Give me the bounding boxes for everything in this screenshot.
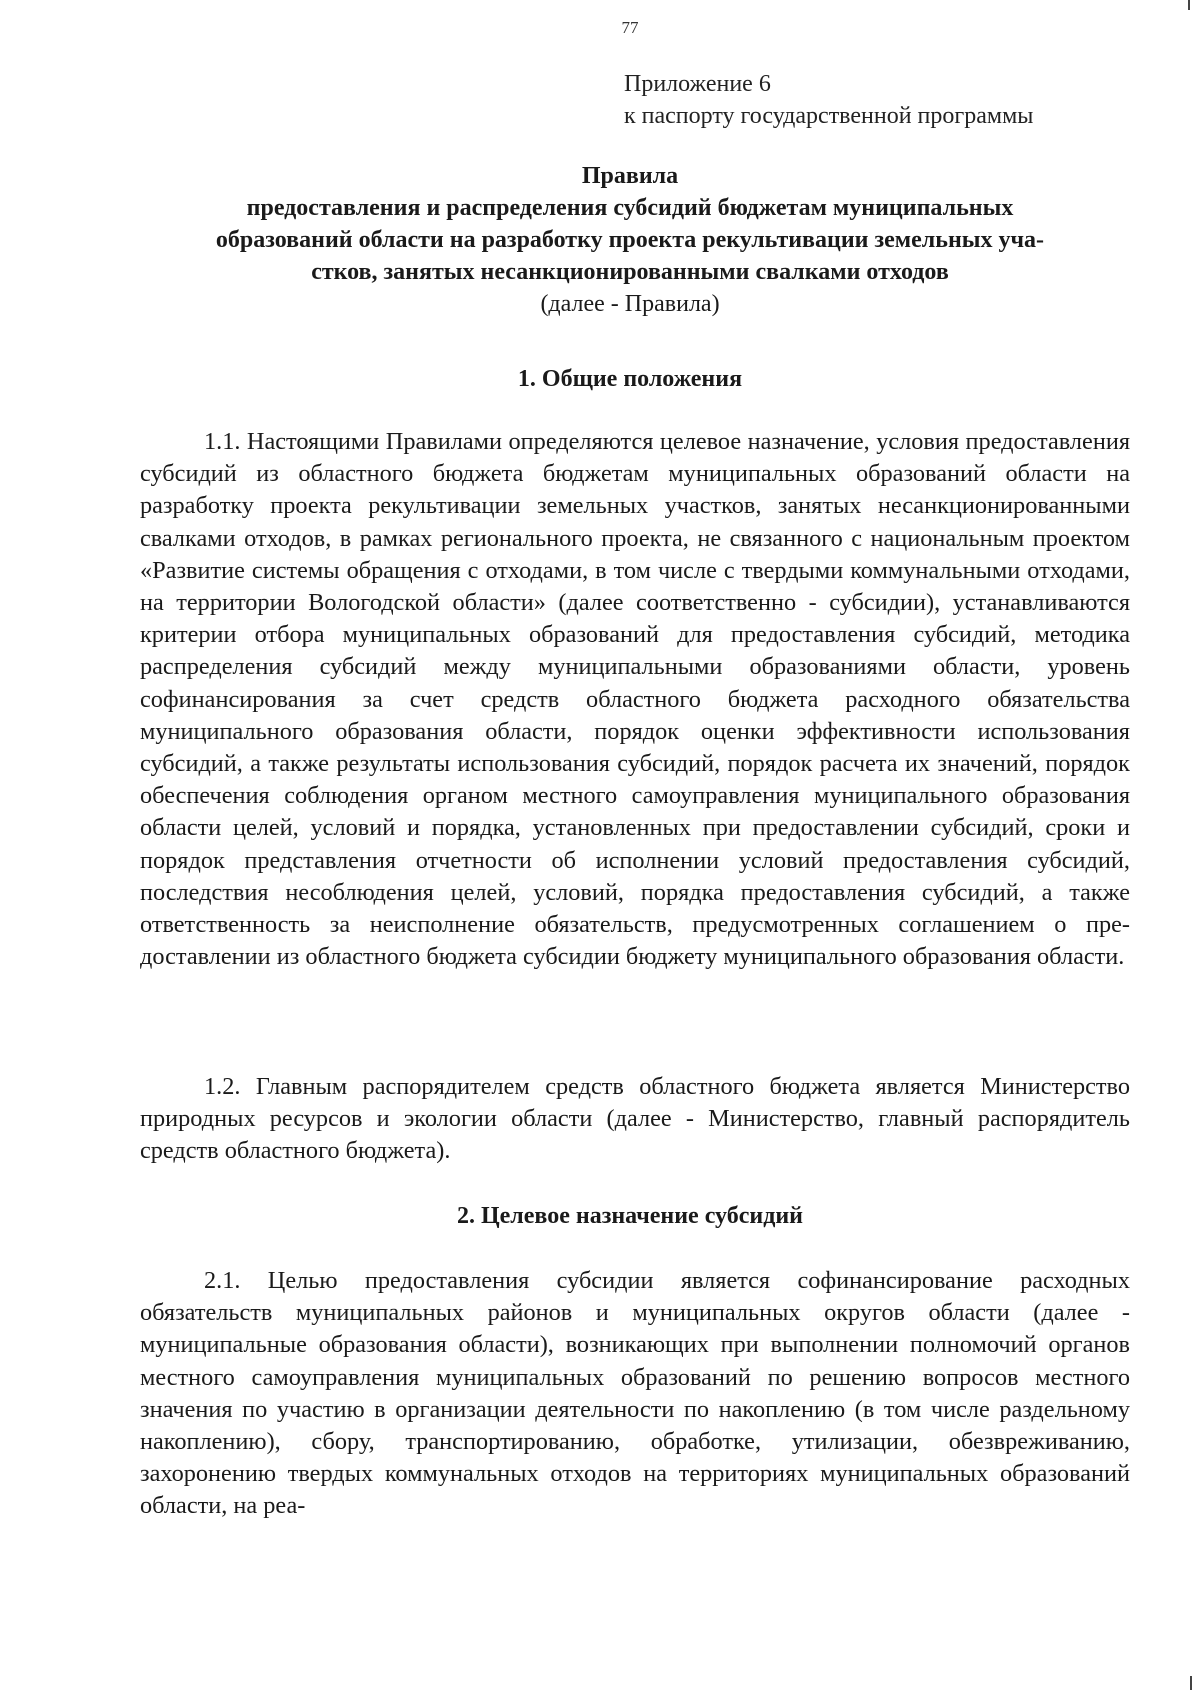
page-number: 77 (621, 18, 639, 37)
paragraph-2-1: 2.1. Целью предоставления субсидии является софинансирование расходных обязательств муниципальных районов и муниципальных округов области (далее - муниципальные образования области), возникающих при выполнении полномочий органов местного самоуправления муниципальных образований по решению вопросов местного значения по участию в организации деятельности по накоплению (в том числе раздельному накоплению), сбору, транспортированию, обработке, утилизации, обезвреживанию, захоронению твердых коммунальных отходов на территориях муниципальных образований области, на реа- (140, 1267, 1130, 1520)
title-heading: Правила (581, 163, 679, 189)
scan-edge-mark-bottom (1190, 1676, 1192, 1690)
appendix-line-1: Приложение 6 (624, 71, 771, 97)
section-2-heading: 2. Целевое назначение субсидий (456, 1203, 804, 1229)
title-note: (далее - Правила) (540, 291, 720, 317)
title-line-3: стков, занятых несанкционированными свалками отходов (311, 259, 949, 285)
appendix-line-2: к паспорту государственной программы (624, 103, 1034, 129)
document-title (140, 160, 1120, 320)
paragraph-1-2: 1.2. Главным распорядителем средств областного бюджета является Министерство природных ресурсов и экологии области (далее - Министерство, главный распорядитель средств областного бюджета). (140, 1073, 1130, 1165)
title-line-2: образований области на разработку проекта рекультивации земельных уча- (215, 227, 1045, 253)
section-1-heading: 1. Общие положения (517, 366, 743, 392)
title-line-1: предоставления и распределения субсидий бюджетам муниципальных (246, 195, 1014, 221)
scan-edge-mark-top (1188, 0, 1190, 10)
appendix-reference (624, 68, 1033, 132)
paragraph-1-1: 1.1. Настоящими Правилами определяются целевое назначение, условия предоставления субсидий из областного бюджета бюджетам муниципальных образований области на разработку проекта рекультивации земельных участков, занятых несанкционированными свалками отходов, в рамках регионального проекта, не связанного с национальным проектом «Развитие системы обращения с отходами, в том числе с твердыми коммунальными отходами, на территории Вологодской области» (далее соответственно - субсидии), устанавливаются критерии отбора муниципальных образований для предоставления субсидий, методика распределения субсидий между муниципальными образованиями области, уровень софинансирования за счет средств областного бюджета расходного обязательства муниципального образования области, порядок оценки эффективности использования субсидий, а также результаты использования субсидий, порядок расчета их значений, порядок обеспечения соблюдения органом местного самоуправления муниципального образования области целей, условий и порядка, установленных при предоставлении субсидий, сроки и порядок представления отчетности об исполнении условий предоставления субсидий, последствия несоблюдения целей, условий, порядка предоставления субсидий, а также ответственность за неисполнение обязательств, предусмотренных соглашением о предоставлении из областного бюджета субсидии бюджету муниципального образования области. (140, 428, 1130, 971)
